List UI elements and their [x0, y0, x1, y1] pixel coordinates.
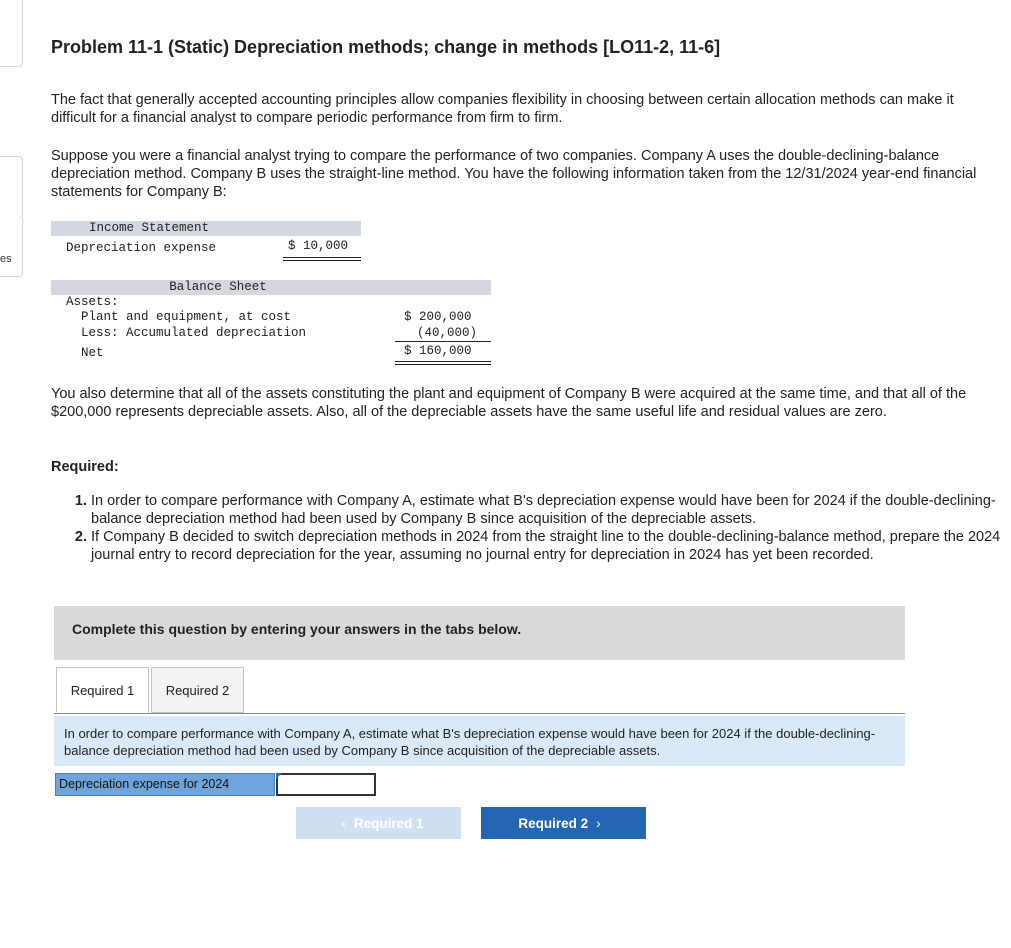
- balance-sheet-header-bar: [51, 280, 491, 295]
- total-double-rule-top: [395, 361, 491, 362]
- banner-text: Complete this question by entering your answers in the tabs below.: [72, 621, 522, 637]
- depreciation-expense-input[interactable]: [276, 773, 376, 796]
- accumulated-depreciation-label: Less: Accumulated depreciation: [81, 326, 307, 340]
- prev-button-label: Required 1: [353, 815, 424, 831]
- side-panel-partial-label: es: [0, 253, 12, 265]
- tab-instruction: In order to compare performance with Company A, estimate what B's depreciation expense would have been for 2024 if the double-declining-balance depreciation method had been used by Company B since acquisition of the depreciable assets.: [54, 716, 905, 766]
- net-value: $ 160,000: [404, 344, 472, 358]
- total-double-rule-bottom: [395, 364, 491, 365]
- tab-required-2[interactable]: Required 2: [151, 667, 244, 713]
- depreciation-expense-label: Depreciation expense: [66, 241, 217, 255]
- net-label: Net: [81, 346, 104, 360]
- plant-equipment-value: $ 200,000: [404, 310, 472, 324]
- scenario-paragraph: Suppose you were a financial analyst trying to compare the performance of two companies. Company A uses the double-declining-balance depreciation method. Company B uses the straight-line method. You have the following information taken from the 12/31/2024 year-end financial statements for Company B:: [51, 148, 977, 200]
- followup-paragraph: You also determine that all of the assets constituting the plant and equipment of Company B were acquired at the same time, and that all of the $200,000 represents depreciable assets. Also, all of the depreciable assets have the same useful life and residual values are zero.: [51, 386, 967, 420]
- requirement-item-1: 1. In order to compare performance with Company A, estimate what B's depreciation expense would have been for 2024 if the double-declining-balance depreciation method had been used by Company B since acquisition of the depreciable assets.: [91, 492, 1011, 528]
- income-statement-header: Income Statement: [88, 221, 210, 235]
- next-required-button[interactable]: [481, 807, 646, 839]
- depreciation-expense-value: $ 10,000: [288, 239, 349, 253]
- balance-sheet-header: Balance Sheet: [169, 280, 267, 294]
- next-button-label: Required 2: [518, 815, 589, 831]
- double-rule-bottom: [283, 260, 361, 261]
- problem-title: Problem 11-1 (Static) Depreciation methods; change in methods [LO11-2, 11-6]: [51, 37, 721, 57]
- input-corner-marker-icon: [276, 773, 282, 779]
- tab-required-1[interactable]: Required 1: [56, 667, 149, 713]
- side-panel-tab-bottom[interactable]: [0, 216, 23, 277]
- tab-divider: [54, 713, 905, 714]
- side-panel-tab-middle[interactable]: [0, 156, 23, 218]
- requirement-item-2: 2. If Company B decided to switch depreciation methods in 2024 from the straight line to the double-declining-balance method, prepare the 2024 journal entry to record depreciation for the year, assuming no journal entry for depreciation in 2024 has yet been recorded.: [91, 528, 1011, 564]
- prev-required-button[interactable]: [296, 807, 461, 839]
- instructions-banner: [54, 606, 905, 660]
- required-heading: Required:: [51, 459, 119, 475]
- subtotal-rule: [395, 341, 491, 342]
- chevron-left-icon: ‹: [341, 815, 346, 831]
- plant-equipment-label: Plant and equipment, at cost: [81, 310, 292, 324]
- chevron-right-icon: ›: [596, 815, 601, 831]
- assets-section-label: Assets:: [66, 295, 119, 309]
- double-rule-top: [283, 257, 361, 258]
- intro-paragraph: The fact that generally accepted accounting principles allow companies flexibility in choosing between certain allocation methods can make it difficult for a financial analyst to compare periodic performance from firm to firm.: [51, 92, 954, 126]
- accumulated-depreciation-value: (40,000): [417, 326, 478, 340]
- side-panel-tab-top[interactable]: [0, 0, 23, 67]
- requirements-list: [51, 492, 1011, 564]
- answer-label: Depreciation expense for 2024: [55, 773, 275, 796]
- income-statement-header-bar: [51, 221, 361, 236]
